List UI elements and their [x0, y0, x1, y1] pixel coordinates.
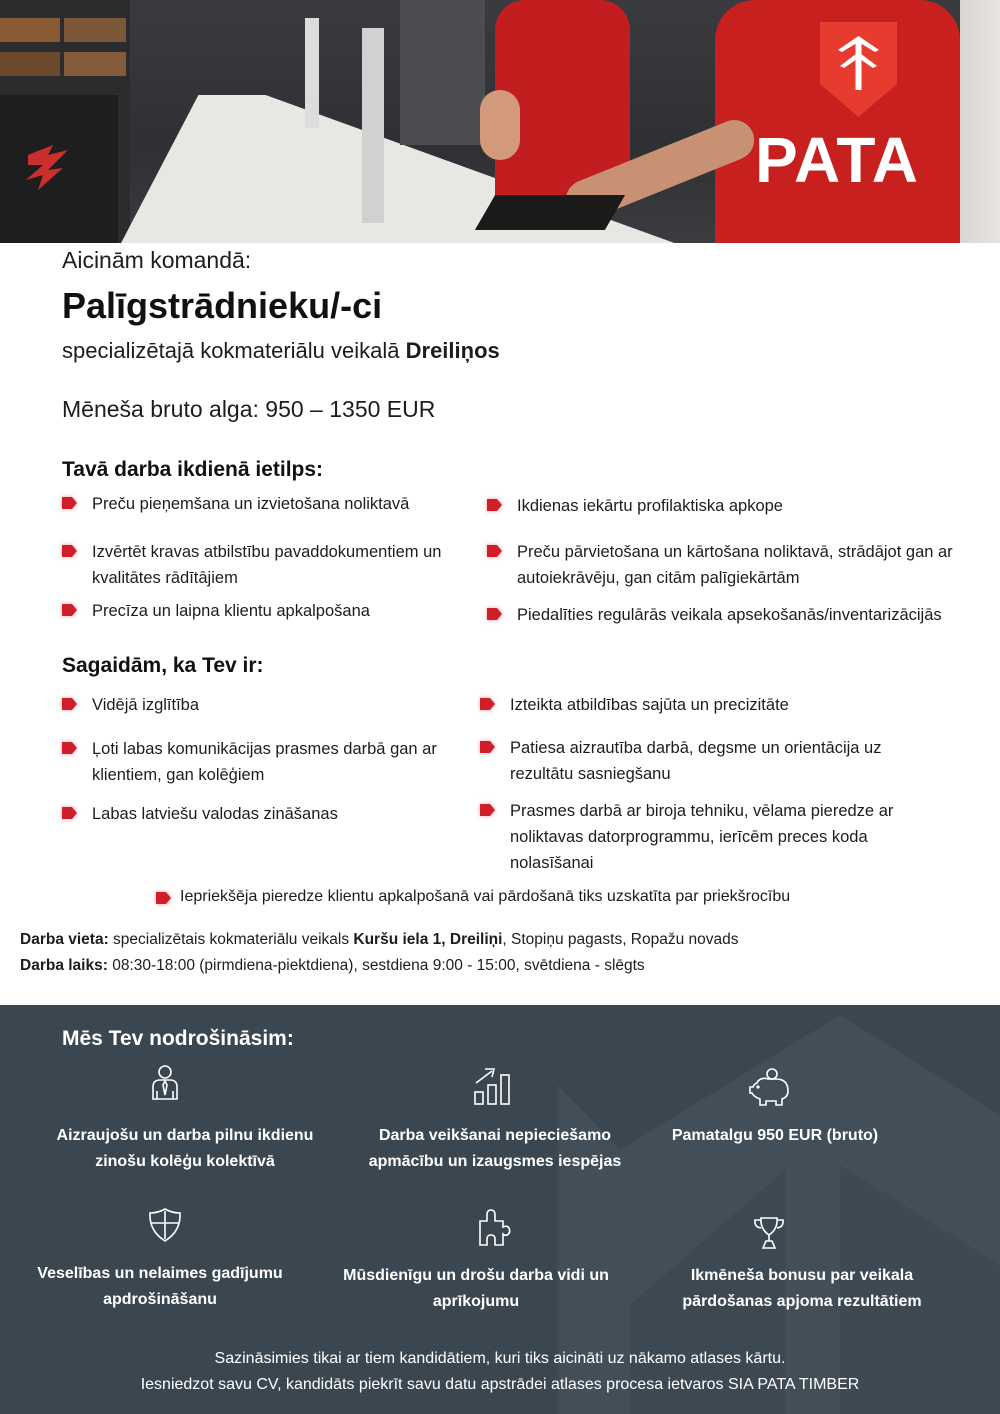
footer-consent: Iesniedzot savu CV, kandidāts piekrīt savu datu apstrādei atlases procesa ietvaros SIA PATA TIMBER: [140, 1376, 860, 1393]
shield-icon: [148, 1207, 182, 1243]
duty-item: [62, 539, 492, 591]
duty-item: [62, 598, 492, 624]
requirement-text: Vidējā izglītība: [92, 696, 200, 714]
bullet-tag-icon: [62, 497, 77, 509]
benefit-text: Ikmēneša bonusu par veikala pārdošanas apjoma rezultātiem: [682, 1267, 922, 1310]
work-hours-text: 08:30-18:00 (pirmdiena-piektdiena), sestdiena 9:00 - 15:00, svētdiena - slēgts: [107, 957, 645, 974]
bullet-tag-icon: [62, 698, 77, 710]
requirement-item: [480, 735, 930, 787]
advantage-item: [156, 884, 980, 910]
requirement-item: [480, 692, 950, 718]
employee-icon: [145, 1063, 185, 1103]
bullet-tag-icon: [480, 698, 495, 710]
duty-item: [487, 539, 967, 591]
requirement-item: [62, 801, 492, 827]
bullet-tag-icon: [487, 545, 502, 557]
duty-text: Preču pārvietošana un kārtošana noliktavā, strādājot gan ar autoiekrāvēju, gan citām palīgiekārtām: [517, 543, 953, 587]
duty-item: [487, 493, 997, 519]
duty-text: Izvērtēt kravas atbilstību pavaddokumentiem un kvalitātes rādītājiem: [92, 543, 442, 587]
footer-note: Sazināsimies tikai ar tiem kandidātiem, kuri tiks aicināti uz nākamo atlases kārtu.: [214, 1350, 786, 1367]
bullet-tag-icon: [487, 499, 502, 511]
wood-sample: [64, 52, 126, 76]
benefit-text: Pamatalgu 950 EUR (bruto): [671, 1127, 879, 1144]
wood-sample: [0, 52, 60, 76]
duty-item: [62, 491, 492, 517]
wood-sample: [64, 18, 126, 42]
subtitle-text: specializētajā kokmateriālu veikalā: [62, 338, 406, 363]
requirement-text: Ļoti labas komunikācijas prasmes darbā gan ar klientiem, gan kolēģiem: [92, 740, 437, 784]
workplace-text: specializētais kokmateriālu veikals: [108, 931, 354, 948]
workplace-label: Darba vieta:: [20, 931, 109, 948]
job-title: Palīgstrādnieku/-ci: [62, 285, 383, 326]
requirement-text: Izteikta atbildības sajūta un precizitāte: [510, 696, 789, 714]
benefits-section: [0, 1005, 1000, 1414]
requirement-text: Patiesa aizrautība darbā, degsme un orientācija uz rezultātu sasniegšanu: [510, 739, 882, 783]
wood-sample: [0, 18, 60, 42]
monitor: [400, 0, 485, 145]
benefit-text: Mūsdienīgu un drošu darba vidi un aprīkojumu: [343, 1267, 609, 1310]
benefits-heading: Mēs Tev nodrošināsim:: [62, 1027, 294, 1050]
bullet-tag-icon: [487, 608, 502, 620]
requirement-item: [62, 736, 452, 788]
workplace-region: , Stopiņu pagasts, Ropažu novads: [502, 931, 739, 948]
growth-chart-icon: [472, 1065, 514, 1107]
job-subtitle: [62, 338, 500, 364]
requirement-text: Labas latviešu valodas zināšanas: [92, 805, 338, 823]
bullet-tag-icon: [62, 742, 77, 754]
bullet-tag-icon: [62, 545, 77, 557]
keyboard: [475, 195, 625, 230]
salary-range: Mēneša bruto alga: 950 – 1350 EUR: [62, 396, 436, 422]
requirement-text: Prasmes darbā ar biroja tehniku, vēlama pieredze ar noliktavas datorprogrammu, ierīcēm preces koda nolasīšanai: [510, 802, 894, 872]
duty-text: Precīza un laipna klientu apkalpošana: [92, 602, 370, 620]
requirement-item: [480, 798, 930, 876]
pata-logo-icon: [820, 22, 897, 117]
pata-arrow-icon: [18, 140, 78, 210]
workplace-line: [20, 931, 739, 949]
requirements-heading: Sagaidām, ka Tev ir:: [62, 654, 264, 677]
bullet-tag-icon: [156, 892, 171, 904]
duty-text: Piedalīties regulārās veikala apsekošanās/inventarizācijās: [517, 606, 942, 624]
bullet-tag-icon: [480, 741, 495, 753]
pata-logo-text: PATA: [755, 124, 919, 196]
duty-item: [487, 602, 1000, 628]
work-hours-label: Darba laiks:: [20, 957, 108, 974]
puzzle-icon: [477, 1207, 517, 1247]
trophy-icon: [752, 1215, 786, 1251]
monitor: [305, 18, 319, 128]
store-wall: [960, 0, 1000, 243]
location-name: Dreiliņos: [405, 338, 500, 363]
workplace-address: Kuršu iela 1, Dreiliņi: [353, 931, 503, 948]
benefit-text: Veselības un nelaimes gadījumu apdrošināšanu: [37, 1265, 283, 1308]
work-hours-line: [20, 957, 645, 975]
invite-label: Aicinām komandā:: [62, 247, 252, 273]
bullet-tag-icon: [62, 604, 77, 616]
requirement-item: [62, 692, 492, 718]
duty-text: Ikdienas iekārtu profilaktiska apkope: [517, 497, 783, 515]
branded-stand: [0, 95, 118, 243]
advantage-text: Iepriekšēja pieredze klientu apkalpošanā vai pārdošanā tiks uzskatīta par priekšrocību: [180, 888, 791, 905]
benefit-text: Aizraujošu un darba pilnu ikdienu zinošu kolēģu kolektīvā: [56, 1127, 314, 1170]
piggy-bank-icon: [748, 1067, 792, 1107]
duties-heading: Tavā darba ikdienā ietilps:: [62, 458, 324, 481]
hero-photo: [0, 0, 1000, 243]
bullet-tag-icon: [480, 804, 495, 816]
benefit-text: Darba veikšanai nepieciešamo apmācību un izaugsmes iespējas: [368, 1127, 622, 1170]
duty-text: Preču pieņemšana un izvietošana noliktavā: [92, 495, 410, 513]
bullet-tag-icon: [62, 807, 77, 819]
employee-arm: [480, 90, 520, 160]
monitor: [362, 28, 384, 223]
